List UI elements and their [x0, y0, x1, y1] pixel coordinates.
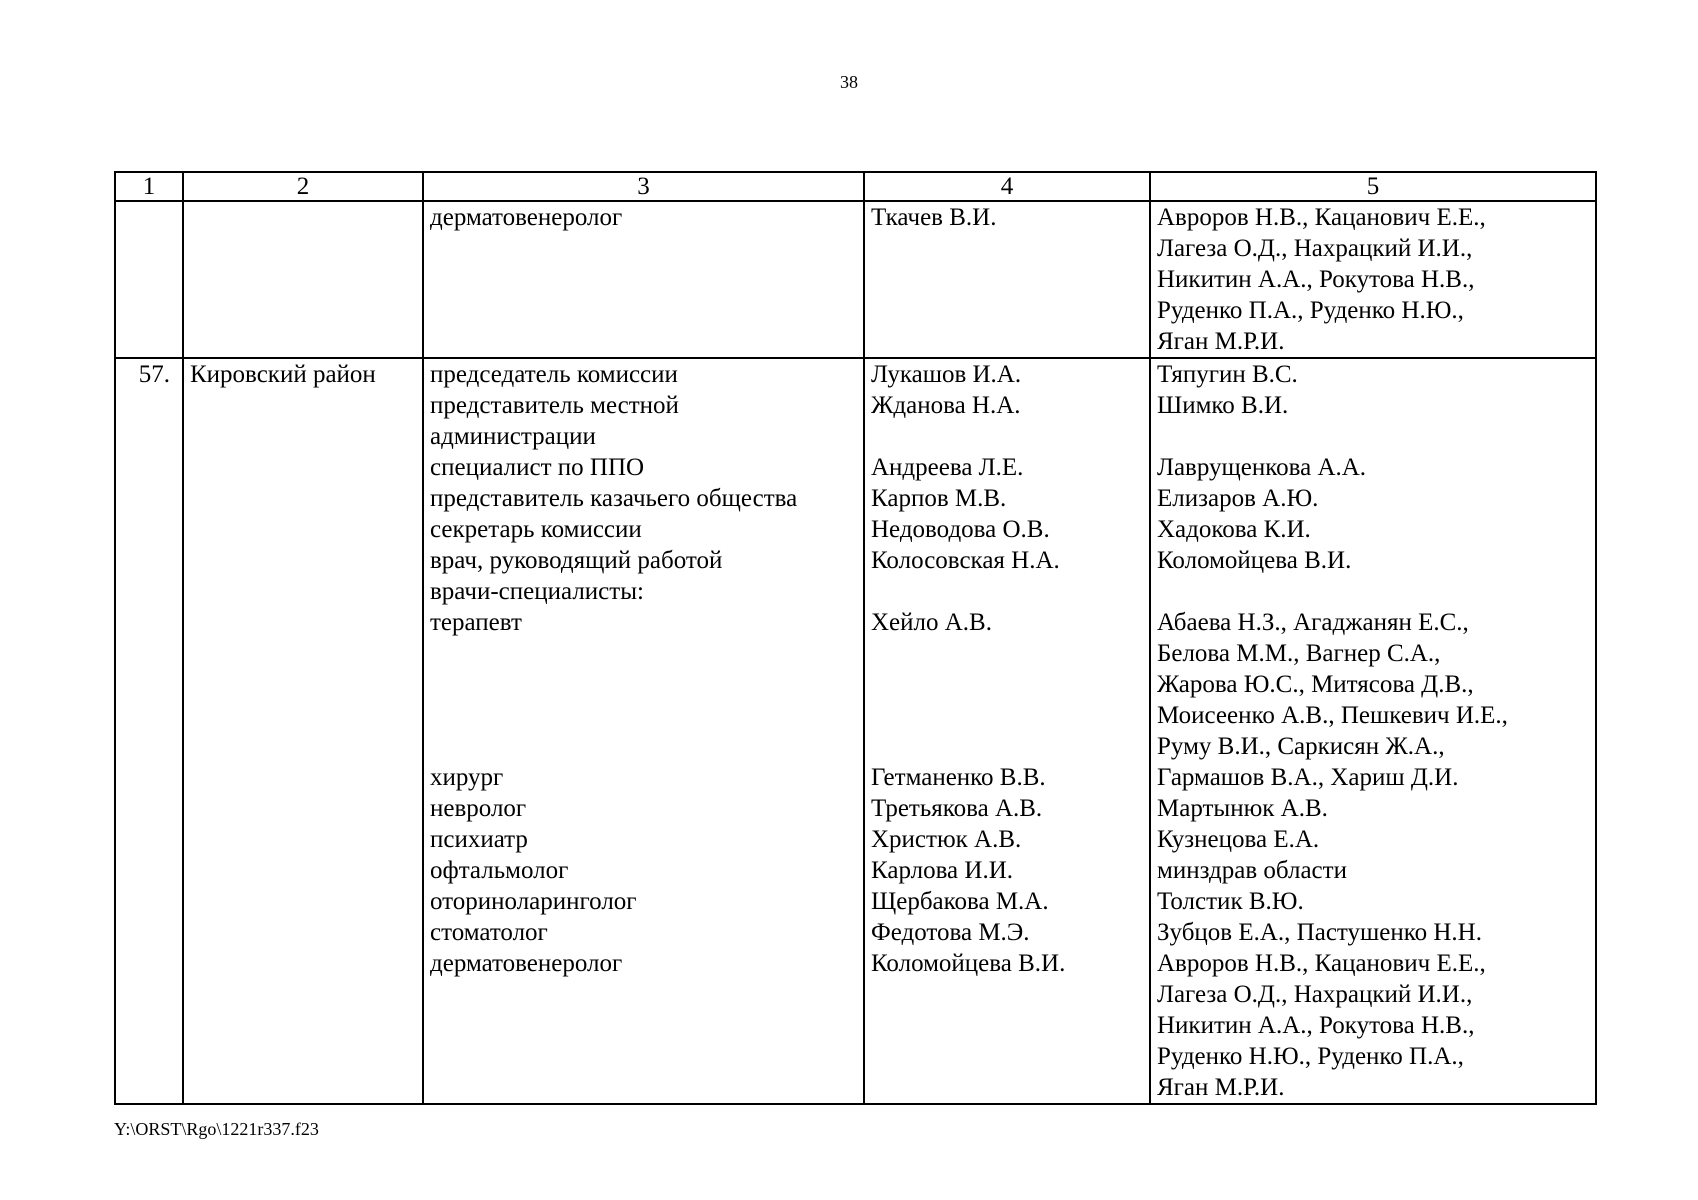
- roles-cell: председатель комиссии представитель местной администрации специалист по ППО представитель казачьего общества секретарь комиссии врач, руководящий работой врачи-специалисты: терапевт хирург невролог психиатр офтальмолог оториноларинголог стоматолог дерматовенеролог: [423, 358, 864, 1104]
- column-header-1: 1: [115, 172, 183, 201]
- reserves-cell: Тяпугин В.С. Шимко В.И. Лаврущенкова А.А. Елизаров А.Ю. Хадокова К.И. Коломойцева В.И. Абаева Н.З., Агаджанян Е.С., Белова М.М., Вагнер С.А., Жарова Ю.С., Митясова Д.В., Моисеенко А.В., Пешкевич И.Е., Руму В.И., Саркисян Ж.А., Гармашов В.А., Хариш Д.И. Мартынюк А.В. Кузнецова Е.А. минздрав области Толстик В.Ю. Зубцов Е.А., Пастушенко Н.Н. Авроров Н.В., Кацанович Е.Е., Лагеза О.Д., Нахрацкий И.И., Никитин А.А., Рокутова Н.В., Руденко Н.Ю., Руденко П.А., Яган М.Р.И.: [1150, 358, 1596, 1104]
- row-number-cell: [115, 201, 183, 358]
- page-number: 38: [840, 72, 858, 92]
- district-cell: Кировский район: [183, 358, 423, 1104]
- column-header-4: 4: [864, 172, 1150, 201]
- reserves-cell: Авроров Н.В., Кацанович Е.Е., Лагеза О.Д., Нахрацкий И.И., Никитин А.А., Рокутова Н.В., Руденко П.А., Руденко Н.Ю., Яган М.Р.И.: [1150, 201, 1596, 358]
- roles-cell: дерматовенеролог: [423, 201, 864, 358]
- members-cell: Лукашов И.А. Жданова Н.А. Андреева Л.Е. Карпов М.В. Недоводова О.В. Колосовская Н.А. Хейло А.В. Гетманенко В.В. Третьякова А.В. Христюк А.В. Карлова И.И. Щербакова М.А. Федотова М.Э. Коломойцева В.И.: [864, 358, 1150, 1104]
- column-header-3: 3: [423, 172, 864, 201]
- column-header-5: 5: [1150, 172, 1596, 201]
- commission-table: [114, 171, 1597, 1105]
- table-row: [115, 358, 1596, 1104]
- members-cell: Ткачев В.И.: [864, 201, 1150, 358]
- table-header-row: [115, 172, 1596, 201]
- district-cell: [183, 201, 423, 358]
- column-header-2: 2: [183, 172, 423, 201]
- row-number-cell: 57.: [115, 358, 183, 1104]
- table-row: [115, 201, 1596, 358]
- footer-file-path: Y:\ORST\Rgo\1221r337.f23: [114, 1119, 319, 1139]
